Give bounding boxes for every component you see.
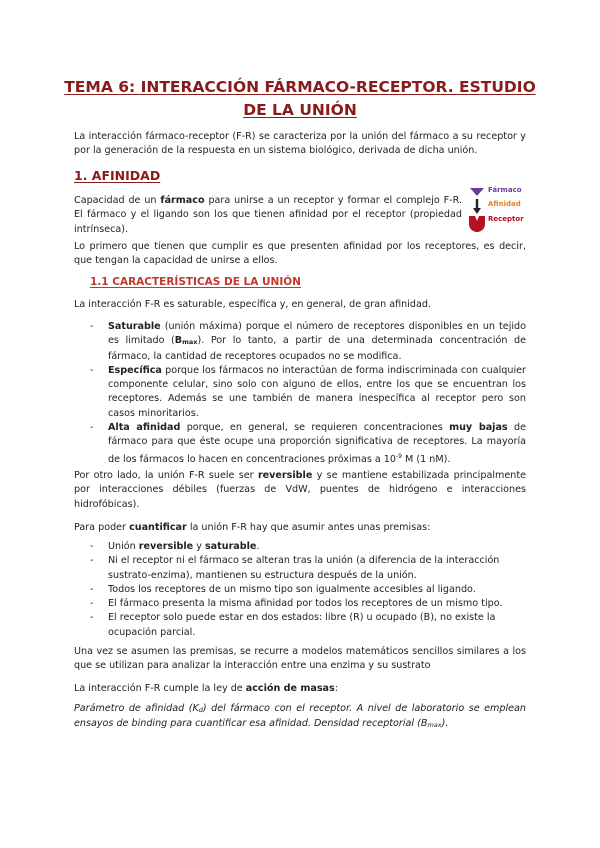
list-item-premisa-3: - Todos los receptores de un mismo tipo son igualmente accesibles al ligando.	[90, 583, 476, 595]
premisas-list	[74, 540, 526, 640]
affinity-diagram	[467, 186, 537, 234]
list-item-premisa-1: - Unión reversible y saturable.	[90, 541, 260, 552]
list-item-especifica: - Específica porque los fármacos no interactúan de forma indiscriminada con cualquier componente celular, sino solo con alguno de ellos, entre los que se encuentran los receptores. Además se une también de manera inespecífica al receptor pero son casos minoritarios.	[90, 364, 526, 419]
receptor-icon	[469, 216, 485, 232]
list-item-premisa-5: - El receptor solo puede estar en dos estados: libre (R) u ocupado (B), no existe la ocupación parcial.	[90, 612, 496, 638]
diagram-label-farmaco: Fármaco	[488, 186, 522, 194]
parametro-afinidad-paragraph: Parámetro de afinidad (Kd) del fármaco con el receptor. A nivel de laboratorio se emplean ensayos de binding para cuantificar esa afinidad. Densidad receptorial (Bmax).	[74, 703, 526, 730]
drug-triangle-icon	[470, 188, 484, 196]
intro-paragraph: La interacción fármaco-receptor (F-R) se caracteriza por la unión del fármaco a su receptor y por la generación de la respuesta en un sistema biológico, derivada de dicha unión.	[74, 131, 526, 157]
afinidad-definition: Capacidad de un fármaco para unirse a un receptor y formar el complejo F-R. El fármaco y el ligando son los que tienen afinidad por el receptor (propiedad intrínseca).	[74, 195, 462, 235]
diagram-label-afinidad: Afinidad	[488, 200, 521, 208]
modelos-paragraph: Una vez se asumen las premisas, se recurre a modelos matemáticos sencillos similares a los que se utilizan para analizar la interacción entre una enzima y su sustrato	[74, 646, 526, 672]
caracteristicas-list	[74, 320, 526, 467]
afinidad-requirement: Lo primero que tienen que cumplir es que presenten afinidad por los receptores, es decir, que tengan la capacidad de unirse a ellos.	[74, 241, 526, 267]
list-item-premisa-4: - El fármaco presenta la misma afinidad por todos los receptores de un mismo tipo.	[90, 598, 503, 610]
page-title: TEMA 6: INTERACCIÓN FÁRMACO-RECEPTOR. ESTUDIO DE LA UNIÓN	[64, 78, 536, 119]
list-item-saturable: - Saturable (unión máxima) porque el número de receptores disponibles en un tejido es limitado (Bmax). Por lo tanto, a partir de una determinada concentración de fármaco, la cantidad de receptores ocupados no se modifica.	[90, 321, 527, 362]
binding-arrowhead-icon	[473, 208, 481, 214]
list-item-premisa-2: - Ni el receptor ni el fármaco se alteran tras la unión (a diferencia de la interacción sustrato-enzima), mantienen su estructura después de la unión.	[90, 555, 500, 581]
affinity-diagram-graphic	[467, 186, 487, 234]
section-heading-afinidad: 1. AFINIDAD	[74, 168, 161, 183]
reversible-paragraph: Por otro lado, la unión F-R suele ser reversible y se mantiene estabilizada principalmente por interacciones débiles (fuerzas de VdW, puentes de hidrógeno e interacciones hidrofóbicas).	[74, 470, 526, 510]
caracteristicas-intro: La interacción F-R es saturable, específica y, en general, de gran afinidad.	[74, 299, 431, 310]
subsection-heading-caracteristicas: 1.1 CARACTERÍSTICAS DE LA UNIÓN	[90, 276, 301, 288]
accion-masas-paragraph: La interacción F-R cumple la ley de acción de masas:	[74, 683, 338, 694]
diagram-label-receptor: Receptor	[488, 215, 524, 223]
premisas-intro: Para poder cuantificar la unión F-R hay que asumir antes unas premisas:	[74, 522, 431, 533]
list-item-alta-afinidad: - Alta afinidad porque, en general, se requieren concentraciones muy bajas de fármaco para que éste ocupe una proporción significativa de receptores. La mayoría de los fármacos lo hacen en concentraciones próximas a $10^{-9}$ M (1 nM).	[90, 422, 526, 465]
